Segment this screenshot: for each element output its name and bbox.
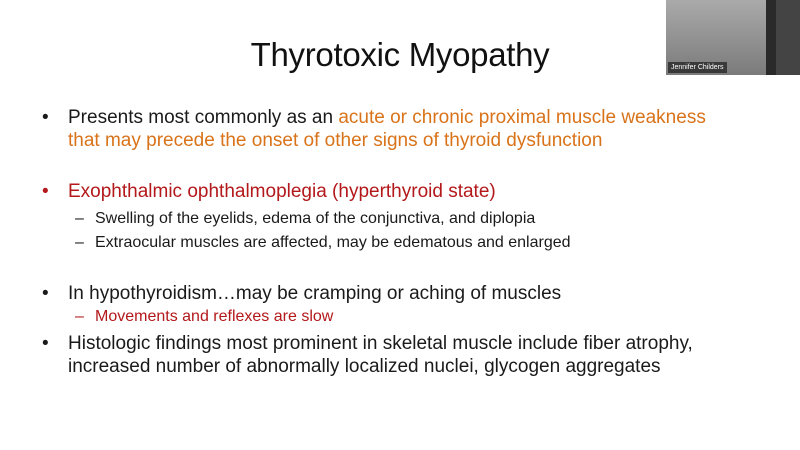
sub-dash: – — [75, 234, 84, 251]
sub-dash: – — [75, 308, 84, 325]
bullet-1-line-2: that may precede the onset of other signs of thyroid dysfunction — [68, 130, 603, 151]
participant-video-thumbnail[interactable] — [666, 0, 800, 75]
video-background — [776, 0, 800, 75]
bullet-2-text: Exophthalmic ophthalmoplegia (hyperthyroid state) — [68, 181, 496, 202]
bullet-marker: • — [42, 333, 49, 354]
bullet-2-sub-1 — [75, 209, 775, 229]
bullet-3-sub-1 — [75, 307, 775, 327]
bullet-1-plain-text: Presents most commonly as an — [68, 107, 339, 128]
sub-text: Extraocular muscles are affected, may be edematous and enlarged — [95, 234, 571, 251]
participant-name-label: Jennifer Childers — [668, 62, 727, 73]
bullet-1-highlight-text: acute or chronic proximal muscle weakness — [338, 107, 706, 128]
sub-text: Swelling of the eyelids, edema of the conjunctiva, and diplopia — [95, 210, 536, 227]
bullet-marker: • — [42, 107, 49, 128]
sub-dash: – — [75, 210, 84, 227]
bullet-4-line-1: Histologic findings most prominent in skeletal muscle include fiber atrophy, — [68, 333, 693, 354]
bullet-3 — [42, 282, 768, 305]
bullet-2-sub-2 — [75, 233, 775, 253]
bullet-4 — [42, 332, 768, 378]
bullet-3-text: In hypothyroidism…may be cramping or aching of muscles — [68, 283, 562, 304]
bullet-1 — [42, 106, 768, 152]
bullet-1-line-1 — [68, 106, 768, 129]
slide-title: Thyrotoxic Myopathy — [250, 36, 550, 73]
bullet-4-line-2: increased number of abnormally localized nuclei, glycogen aggregates — [68, 356, 661, 377]
video-background — [766, 0, 776, 75]
bullet-marker: • — [42, 283, 49, 304]
bullet-marker: • — [42, 181, 49, 202]
bullet-2 — [42, 180, 768, 203]
sub-text: Movements and reflexes are slow — [95, 308, 334, 325]
